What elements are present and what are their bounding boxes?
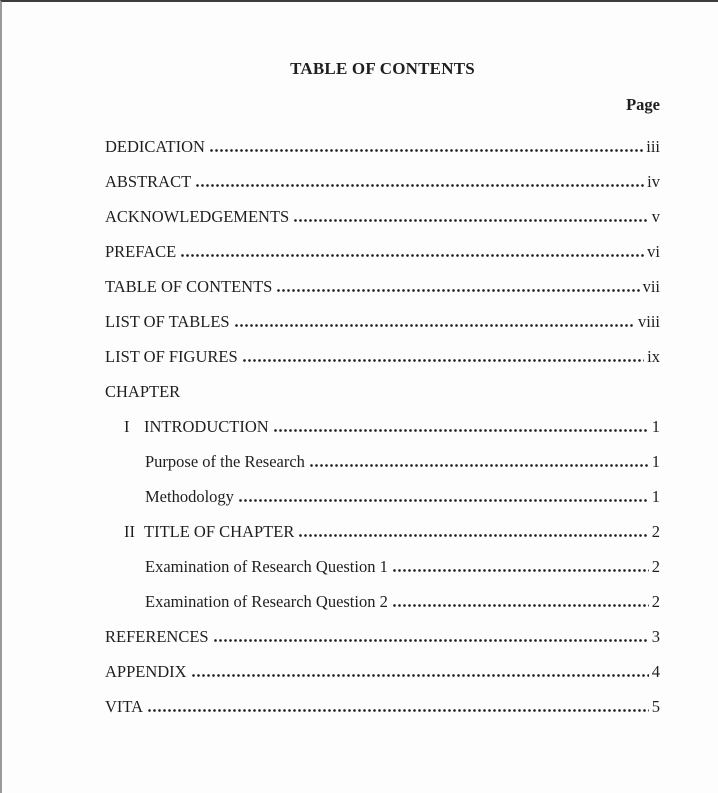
toc-entry-chapter-2 <box>105 507 660 542</box>
dot-leader <box>213 639 649 642</box>
table-of-contents-page <box>2 2 718 793</box>
toc-entry-page: 4 <box>651 662 660 681</box>
toc-entry-label: REFERENCES <box>105 627 209 646</box>
toc-entry-preface <box>105 227 660 262</box>
toc-entry-list <box>105 122 660 717</box>
toc-entry-list-of-tables <box>105 297 660 332</box>
toc-entry-label: VITA <box>105 697 144 716</box>
dot-leader <box>273 429 649 432</box>
toc-entry-page: 3 <box>651 627 660 646</box>
page-column-header: Page <box>626 95 660 114</box>
toc-entry-methodology <box>105 472 660 507</box>
toc-entry-appendix <box>105 647 660 682</box>
dot-leader <box>191 674 649 677</box>
toc-entry-acknowledgements <box>105 192 660 227</box>
toc-entry-chapter-1 <box>105 402 660 437</box>
toc-entry-label: ABSTRACT <box>105 172 192 191</box>
toc-entry-label: TITLE OF CHAPTER <box>144 522 295 541</box>
toc-entry-label: Examination of Research Question 1 <box>145 557 388 576</box>
toc-entry-page: 1 <box>651 487 660 506</box>
toc-entry-page: iii <box>646 137 660 156</box>
dot-leader <box>293 219 649 222</box>
dot-leader <box>195 184 644 187</box>
toc-entry-page: vi <box>647 242 660 261</box>
toc-entry-vita <box>105 682 660 717</box>
toc-entry-research-question-1 <box>105 542 660 577</box>
toc-entry-purpose <box>105 437 660 472</box>
toc-entry-table-of-contents <box>105 262 660 297</box>
dot-leader <box>276 289 639 292</box>
toc-entry-research-question-2 <box>105 577 660 612</box>
dot-leader <box>309 464 649 467</box>
toc-entry-label: TABLE OF CONTENTS <box>105 277 273 296</box>
toc-entry-label: Purpose of the Research <box>145 452 305 471</box>
toc-entry-page: 2 <box>651 522 660 541</box>
toc-entry-page: 2 <box>651 592 660 611</box>
toc-entry-label: DEDICATION <box>105 137 205 156</box>
toc-entry-page: v <box>651 207 660 226</box>
dot-leader <box>242 359 645 362</box>
toc-entry-page: viii <box>637 312 660 331</box>
dot-leader <box>209 149 643 152</box>
dot-leader <box>392 604 649 607</box>
toc-chapter-heading <box>105 367 660 402</box>
toc-entry-page: iv <box>647 172 660 191</box>
toc-entry-label: LIST OF FIGURES <box>105 347 238 366</box>
chapter-numeral: II <box>124 522 135 541</box>
toc-entry-label: ACKNOWLEDGEMENTS <box>105 207 290 226</box>
toc-entry-label: PREFACE <box>105 242 177 261</box>
chapter-numeral: I <box>124 417 130 436</box>
toc-entry-label: INTRODUCTION <box>144 417 269 436</box>
dot-leader <box>392 569 649 572</box>
toc-entry-page: 5 <box>651 697 660 716</box>
toc-entry-references <box>105 612 660 647</box>
dot-leader <box>298 534 648 537</box>
dot-leader <box>180 254 644 257</box>
toc-entry-page: 1 <box>651 417 660 436</box>
page-title: TABLE OF CONTENTS <box>290 59 475 78</box>
toc-entry-list-of-figures <box>105 332 660 367</box>
toc-entry-page: 2 <box>651 557 660 576</box>
toc-entry-label: LIST OF TABLES <box>105 312 230 331</box>
toc-entry-page: 1 <box>651 452 660 471</box>
dot-leader <box>147 709 649 712</box>
toc-entry-label: CHAPTER <box>105 382 181 401</box>
toc-entry-page: vii <box>642 277 660 296</box>
dot-leader <box>234 324 635 327</box>
toc-entry-page: ix <box>647 347 660 366</box>
toc-entry-abstract <box>105 157 660 192</box>
toc-entry-label: APPENDIX <box>105 662 187 681</box>
toc-entry-label: Examination of Research Question 2 <box>145 592 388 611</box>
toc-entry-label: Methodology <box>145 487 234 506</box>
dot-leader <box>238 499 649 502</box>
toc-entry-dedication <box>105 122 660 157</box>
